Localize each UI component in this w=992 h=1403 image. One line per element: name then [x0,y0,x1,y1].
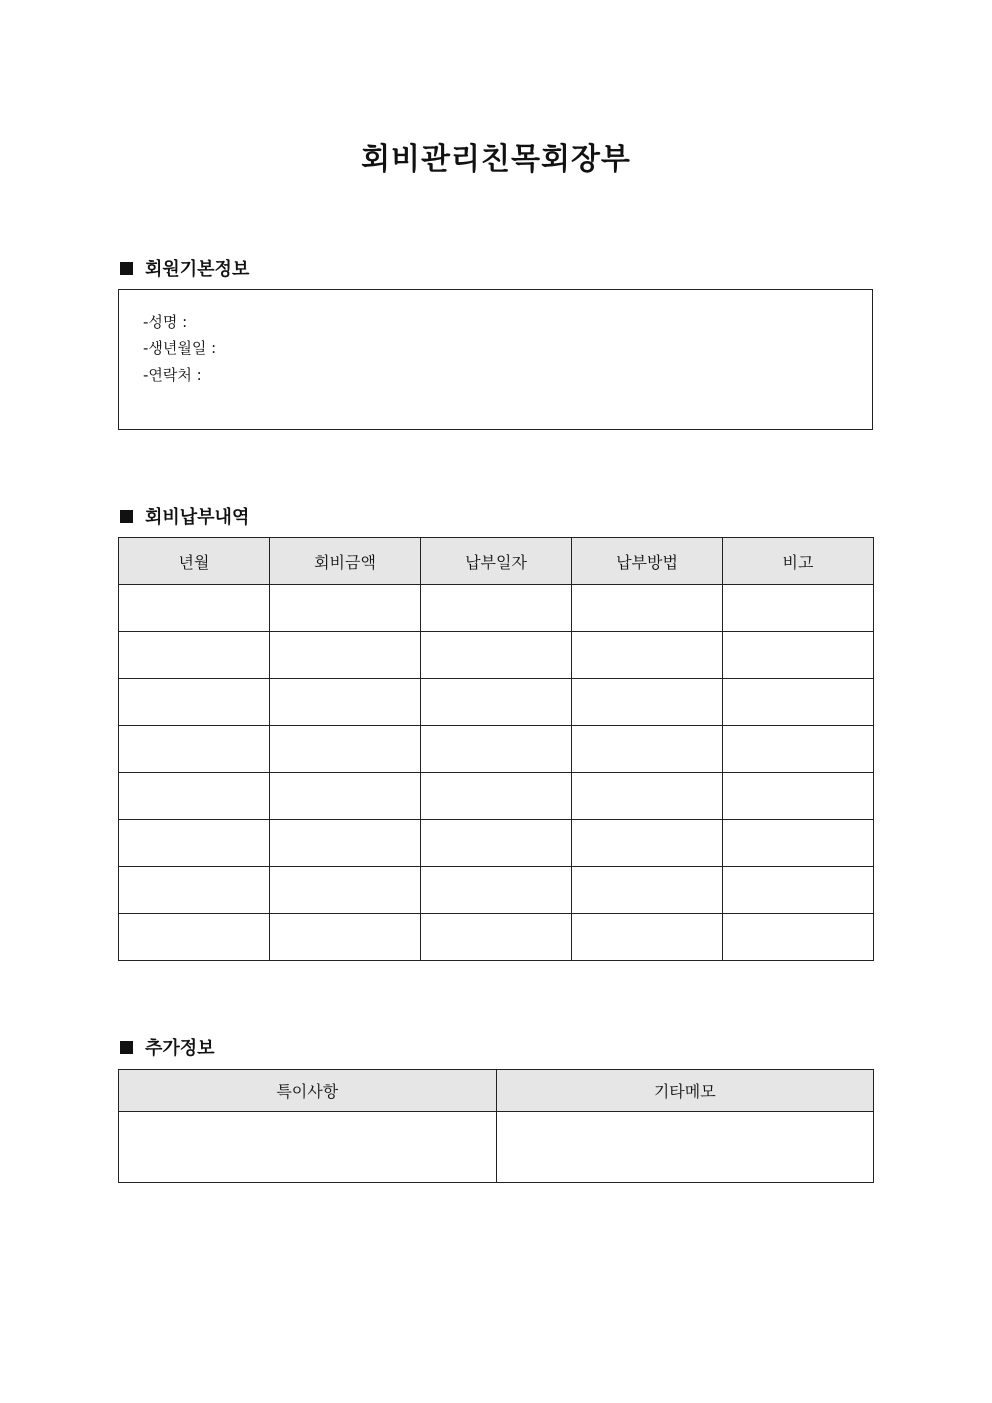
table-cell[interactable] [421,726,572,773]
table-cell[interactable] [119,679,270,726]
table-cell[interactable] [119,914,270,961]
table-cell[interactable] [119,632,270,679]
table-cell[interactable] [119,867,270,914]
table-cell[interactable] [421,820,572,867]
extra-info-table [118,1069,874,1183]
payment-history-table [118,537,874,961]
section-heading-extra-info [120,1034,215,1060]
field-contact-label: -연락처 : [143,366,202,384]
table-cell[interactable] [723,773,874,820]
square-bullet-icon [120,1041,133,1054]
document-title: 회비관리친목회장부 [361,142,631,177]
column-header-note: 비고 [723,538,874,585]
table-cell[interactable] [119,726,270,773]
table-cell[interactable] [723,820,874,867]
table-cell[interactable] [572,914,723,961]
column-header-year-month: 년월 [119,538,270,585]
table-cell[interactable] [723,726,874,773]
section-heading-member-info [120,255,249,281]
table-cell[interactable] [723,585,874,632]
other-memo-cell[interactable] [496,1112,874,1183]
square-bullet-icon [120,510,133,523]
table-cell[interactable] [572,632,723,679]
table-row [119,679,874,726]
table-cell[interactable] [421,632,572,679]
special-notes-cell[interactable] [119,1112,497,1183]
table-cell[interactable] [270,773,421,820]
table-cell[interactable] [723,632,874,679]
table-cell[interactable] [723,914,874,961]
table-cell[interactable] [119,585,270,632]
table-cell[interactable] [270,632,421,679]
table-cell[interactable] [723,679,874,726]
table-cell[interactable] [572,867,723,914]
section-heading-label: 회원기본정보 [145,259,250,280]
table-cell[interactable] [572,585,723,632]
table-row [119,632,874,679]
column-header-other-memo: 기타메모 [496,1070,874,1112]
table-cell[interactable] [270,867,421,914]
table-row [119,726,874,773]
table-cell[interactable] [572,773,723,820]
table-cell[interactable] [270,820,421,867]
column-header-payment-method: 납부방법 [572,538,723,585]
section-heading-label: 추가정보 [145,1038,215,1059]
table-cell[interactable] [421,585,572,632]
table-cell[interactable] [270,726,421,773]
table-cell[interactable] [421,679,572,726]
table-row [119,585,874,632]
member-info-box [118,289,873,430]
table-row [119,820,874,867]
table-header-row [119,538,874,585]
table-cell[interactable] [270,679,421,726]
table-cell[interactable] [421,867,572,914]
table-cell[interactable] [572,726,723,773]
table-cell[interactable] [270,914,421,961]
table-cell[interactable] [119,820,270,867]
column-header-amount: 회비금액 [270,538,421,585]
table-cell[interactable] [119,773,270,820]
column-header-payment-date: 납부일자 [421,538,572,585]
section-heading-label: 회비납부내역 [145,507,250,528]
table-header-row [119,1070,874,1112]
table-row [119,914,874,961]
column-header-special-notes: 특이사항 [119,1070,497,1112]
table-cell[interactable] [572,679,723,726]
field-birthdate-label: -생년월일 : [143,339,217,357]
table-cell[interactable] [572,820,723,867]
table-row [119,773,874,820]
table-row [119,1112,874,1183]
table-row [119,867,874,914]
section-heading-payment-history [120,503,249,529]
table-cell[interactable] [421,773,572,820]
table-cell[interactable] [270,585,421,632]
field-name-label: -성명 : [143,313,188,331]
square-bullet-icon [120,262,133,275]
payment-table-body [119,585,874,961]
table-cell[interactable] [723,867,874,914]
table-cell[interactable] [421,914,572,961]
